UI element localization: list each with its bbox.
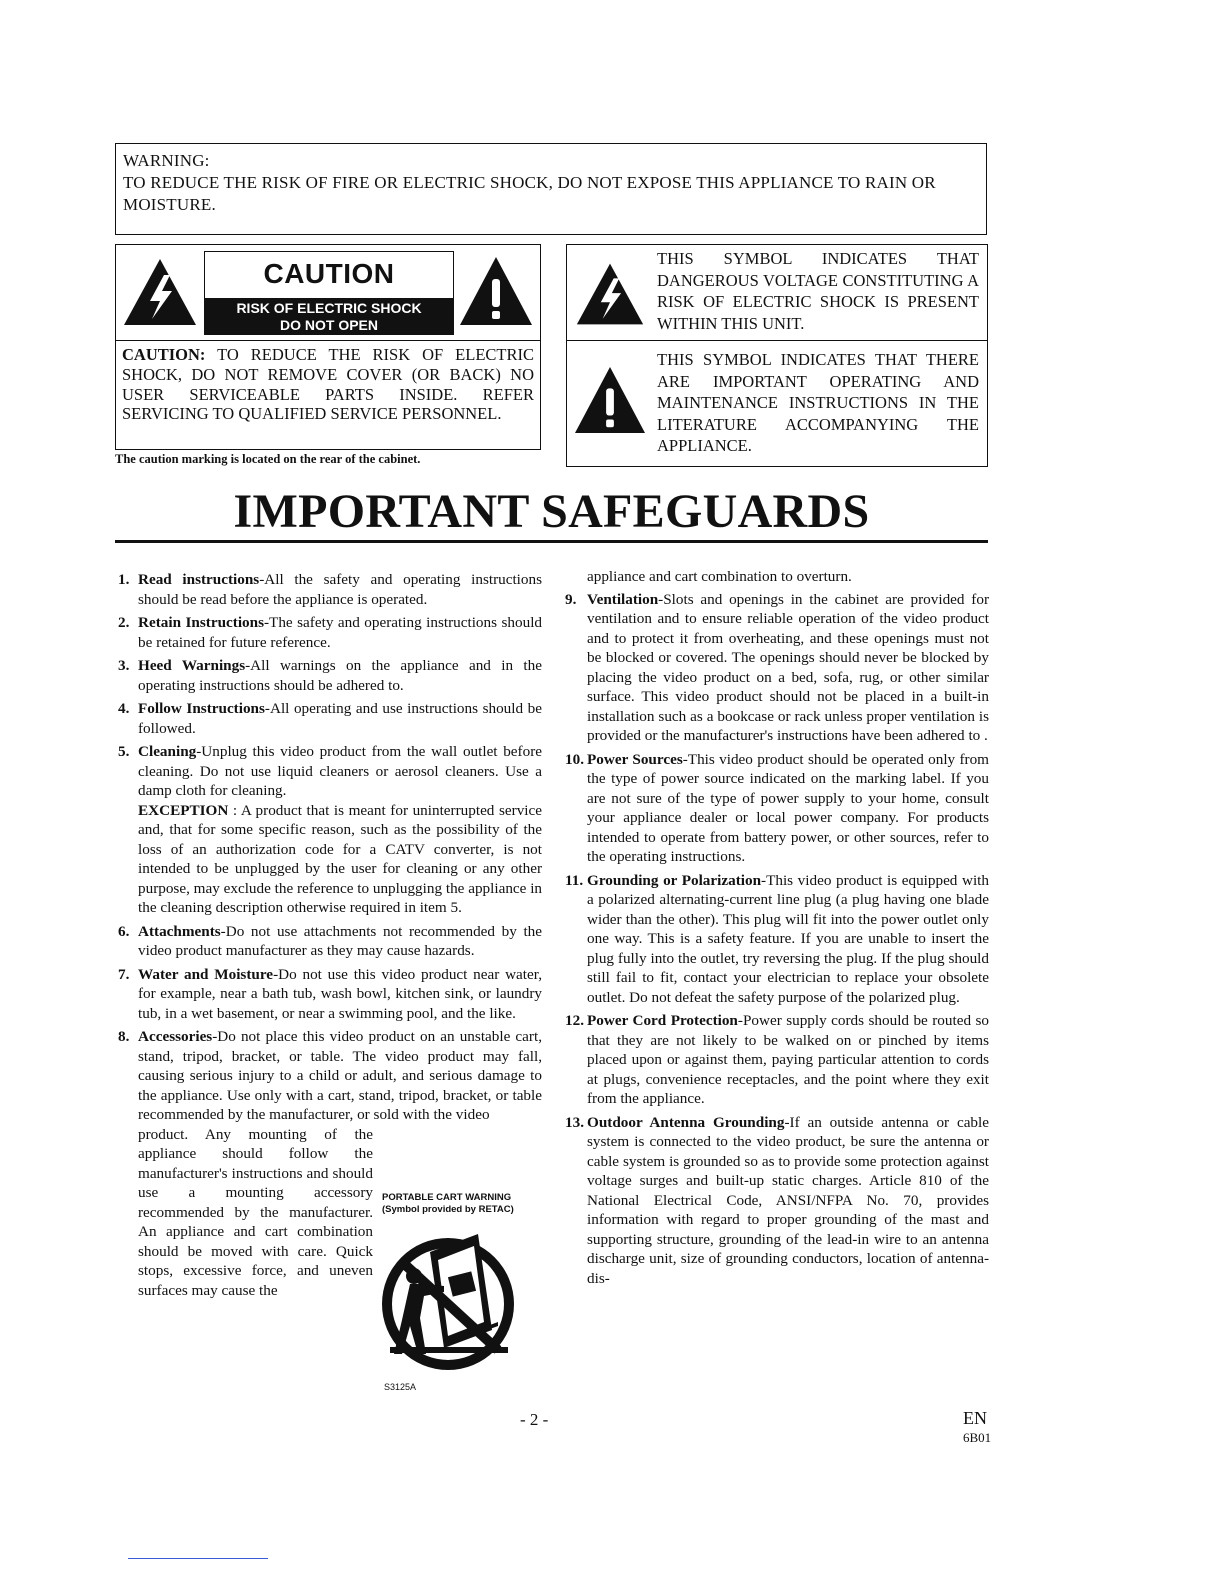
- caution-label-block: [204, 251, 454, 335]
- cart-warning-label: [382, 1192, 514, 1216]
- item-title: Grounding or Polarization: [587, 871, 762, 889]
- caution-band-line2: DO NOT OPEN: [279, 317, 378, 333]
- item-number: 8.: [118, 1028, 130, 1045]
- item-title: Power Cord Protection: [587, 1012, 738, 1029]
- item-body: -This video product should be operated only from the type of power source indicated on the marking label. If you are not sure of the type of power supply to your home, consult your appliance dealer or local power company. For products intended to operate from battery power, or other sources, refer to the operating instructions.: [587, 750, 989, 865]
- cart-warning-title: PORTABLE CART WARNING: [382, 1192, 512, 1203]
- item-title: Ventilation: [587, 590, 659, 608]
- list-item: [118, 656, 542, 695]
- caution-band-line1: RISK OF ELECTRIC SHOCK: [236, 300, 422, 316]
- item-body: -If an outside antenna or cable system is connected to the video product, be sure the antenna or cable system is grounded so as to provide some protection against voltage surges and built-up static charges. Article 810 of the National Electrical Code, ANSI/NFPA No. 70, provides information with regard to proper grounding of the mast and supporting structure, grounding of the lead-in wire to an antenna discharge unit, size of grounding conductors, location of antenna-dis-: [587, 1113, 989, 1287]
- item-body: -Do not use this video product near water, for example, near a bath tub, wash bowl, kitchen sink, or laundry tub, in a wet basement, or near a swimming pool, and the like.: [138, 965, 543, 1022]
- exception-paragraph: [118, 801, 542, 918]
- item-title: Cleaning: [138, 743, 197, 760]
- item-number: 4.: [118, 700, 130, 717]
- symbol-divider: [567, 340, 987, 341]
- item-number: 6.: [118, 922, 130, 940]
- item-body: -Do not use attachments not recommended by the video product manufacturer as they may cause hazards.: [138, 922, 542, 959]
- lightning-symbol-text: THIS SYMBOL INDICATES THAT DANGEROUS VOLTAGE CONSTITUTING A RISK OF ELECTRIC SHOCK IS PRESENT WITHIN THIS UNIT.: [657, 249, 979, 333]
- item-title: Water and Moisture: [138, 965, 274, 983]
- item-body: : A product that is meant for uninterrupted service and, that for some specific reason, such as the possibility of the loss of an authorization code for a CATV converter, is not intended to be unplugged by the user for cleaning or any other purpose, may exclude the reference to unplugging the appliance in the cleaning description otherwise required in item 5.: [138, 801, 543, 916]
- item-body: -All operating and use instructions should be followed.: [138, 700, 542, 737]
- heading-rule: [115, 540, 988, 543]
- item-body: -Slots and openings in the cabinet are provided for ventilation and to ensure reliable operation of the video product and to protect it from overheating, and these openings must not be blocked or covered. The openings should never be blocked by placing the video product on a bed, sofa, rug, or other similar surface. This video product should not be placed in a built-in installation such as a bookcase or rack unless proper ventilation is provided or the manufacturer's instructions have been adhered to .: [587, 590, 989, 744]
- footer-line: [128, 1558, 268, 1559]
- warning-box: [115, 143, 987, 235]
- list-item: [118, 613, 542, 652]
- item-title: Accessories: [138, 1028, 213, 1045]
- item-number: 9.: [565, 590, 577, 608]
- item-number: 10.: [565, 750, 584, 768]
- exclamation-warning-icon: [458, 255, 534, 327]
- list-item: [565, 590, 989, 746]
- item-title: Read instructions: [138, 571, 260, 588]
- exclamation-symbol-icon: [573, 365, 647, 435]
- electric-shock-warning-icon: [122, 257, 198, 327]
- item-number: 7.: [118, 965, 130, 983]
- caution-divider: [116, 340, 540, 341]
- item-body: -All warnings on the appliance and in the operating instructions should be adhered to.: [138, 657, 542, 694]
- tipping-cart-icon: [380, 1222, 520, 1382]
- list-item: [118, 965, 542, 1024]
- caution-box: [115, 244, 541, 450]
- list-item: [118, 922, 542, 961]
- list-item: [565, 1113, 989, 1289]
- list-item: [118, 570, 542, 609]
- cart-warning-credit: (Symbol provided by RETAC): [382, 1204, 514, 1215]
- page-title: IMPORTANT SAFEGUARDS: [233, 485, 870, 538]
- list-item: [118, 1027, 542, 1125]
- item-title: EXCEPTION: [138, 801, 229, 819]
- item-title: Heed Warnings: [138, 657, 246, 674]
- item-title: Retain Instructions: [138, 614, 264, 631]
- item-title: Outdoor Antenna Grounding: [587, 1113, 785, 1131]
- list-item: [565, 871, 989, 1008]
- item-number: 3.: [118, 657, 130, 674]
- item-number: 13.: [565, 1113, 584, 1131]
- item-title: Attachments: [138, 922, 221, 940]
- item-number: 12.: [565, 1012, 584, 1029]
- list-item: [565, 1011, 989, 1109]
- caution-title: CAUTION: [263, 258, 395, 289]
- item-body: -All the safety and operating instructions should be read before the appliance is operated.: [138, 571, 543, 608]
- caution-note: The caution marking is located on the rear of the cabinet.: [115, 452, 421, 466]
- exclamation-symbol-text: THIS SYMBOL INDICATES THAT THERE ARE IMPORTANT OPERATING AND MAINTENANCE INSTRUCTIONS IN THE LITERATURE ACCOMPANYING THE APPLIANCE.: [657, 350, 979, 455]
- warning-label: WARNING:: [123, 151, 210, 170]
- item-8-continued: product. Any mounting of the appliance should follow the manufacturer's instructions and should use a mounting accessory recommended by the manufacturer. An appliance and cart combination should be moved with care. Quick stops, excessive force, and uneven surfaces may cause the: [138, 1125, 373, 1299]
- item-8-end: appliance and cart combination to overturn.: [587, 568, 852, 585]
- item-body: -Unplug this video product from the wall outlet before cleaning. Do not use liquid cleaners or aerosol cleaners. Use a damp cloth for cleaning.: [138, 743, 542, 799]
- right-column: [565, 567, 989, 1292]
- item-title: Power Sources: [587, 750, 683, 768]
- item-title: Follow Instructions: [138, 700, 265, 717]
- item-body: -The safety and operating instructions should be retained for future reference.: [138, 614, 543, 651]
- warning-text: TO REDUCE THE RISK OF FIRE OR ELECTRIC SHOCK, DO NOT EXPOSE THIS APPLIANCE TO RAIN OR MOISTURE.: [123, 173, 936, 214]
- language-code: EN: [963, 1408, 987, 1428]
- list-item: [565, 750, 989, 867]
- caution-text: [122, 345, 534, 424]
- item-body: -This video product is equipped with a polarized alternating-current line plug (a plug having one blade wider than the other). This plug will fit into the power outlet only one way. This is a safety feature. If you are unable to insert the plug fully into the outlet, try reversing the plug. If the plug should still fail to fit, contact your electrician to replace your obsolete outlet. Do not defeat the safety purpose of the polarized plug.: [587, 871, 989, 1006]
- item-body: -Power supply cords should be routed so that they are not likely to be walked on or pinched by items placed upon or against them, paying particular attention to cords at plugs, convenience receptacles, and the point where they exit from the appliance.: [587, 1012, 989, 1107]
- item-body: -Do not place this video product on an unstable cart, stand, tripod, bracket, or table. The video product may fall, causing serious injury to a child or adult, and serious damage to the appliance. Use only with a cart, stand, tripod, bracket, or table recommended by the manufacturer, or sold with the video: [138, 1028, 542, 1123]
- item-number: 11.: [565, 871, 584, 889]
- item-number: 2.: [118, 614, 130, 631]
- caution-text-body: TO REDUCE THE RISK OF ELECTRIC SHOCK, DO NOT REMOVE COVER (OR BACK) NO USER SERVICEABLE PARTS INSIDE. REFER SERVICING TO QUALIFIED SERVICE PERSONNEL.: [122, 345, 534, 424]
- caution-text-lead: CAUTION:: [122, 345, 206, 364]
- page-number: - 2 -: [520, 1410, 549, 1429]
- symbol-explanation-box: [566, 244, 988, 467]
- item-number: 1.: [118, 571, 130, 588]
- electric-shock-symbol-icon: [575, 261, 645, 327]
- cart-figure-code: S3125A: [384, 1382, 417, 1392]
- item-number: 5.: [118, 743, 130, 760]
- list-item: [118, 699, 542, 738]
- list-item: [118, 742, 542, 801]
- caution-band: [205, 298, 453, 334]
- model-code: 6B01: [963, 1430, 992, 1445]
